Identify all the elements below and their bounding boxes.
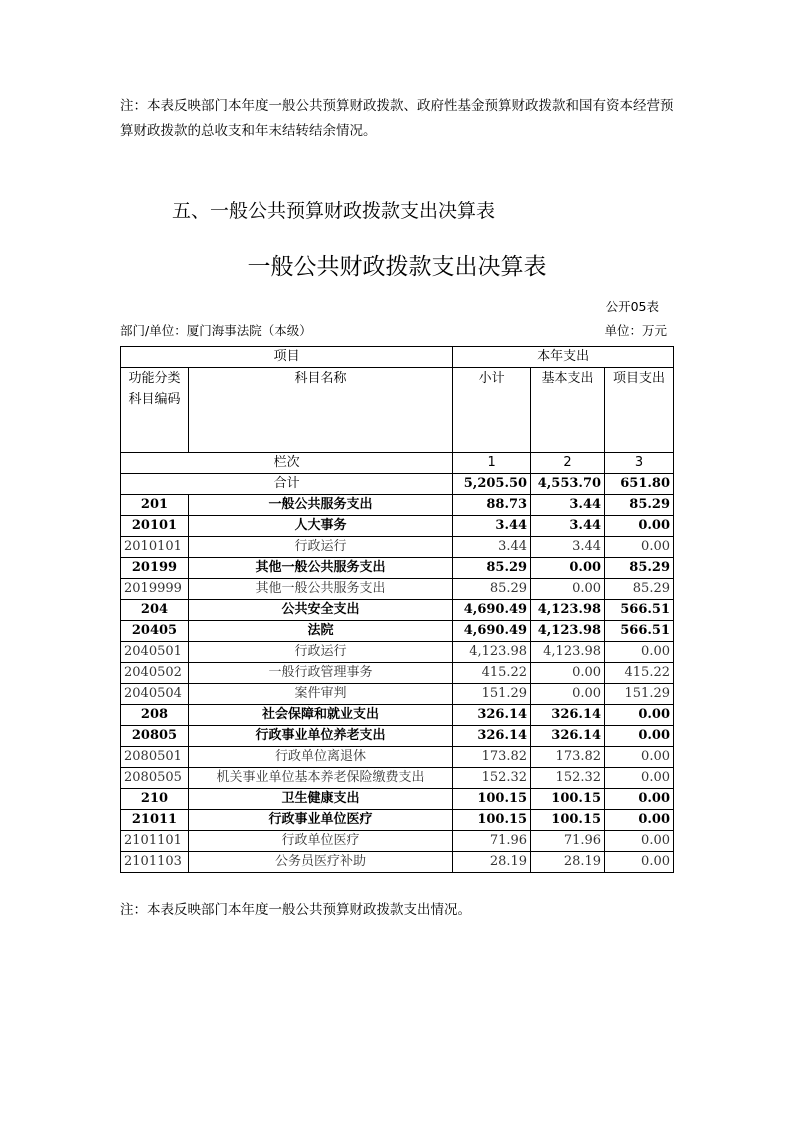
row-code: 2040504 <box>121 684 189 705</box>
row-code: 2080505 <box>121 768 189 789</box>
table-row <box>121 726 674 747</box>
row-name: 一般公共服务支出 <box>188 495 452 516</box>
row-subtotal: 326.14 <box>453 726 531 747</box>
total-row <box>121 474 674 495</box>
table-row <box>121 768 674 789</box>
row-project: 0.00 <box>605 768 674 789</box>
row-subtotal: 4,690.49 <box>453 621 531 642</box>
row-name: 案件审判 <box>188 684 452 705</box>
row-project: 415.22 <box>605 663 674 684</box>
unit-label: 单位：万元 <box>604 323 667 338</box>
row-code: 2101101 <box>121 831 189 852</box>
table-row <box>121 600 674 621</box>
row-subtotal: 88.73 <box>453 495 531 516</box>
row-basic: 0.00 <box>531 663 605 684</box>
row-code: 2019999 <box>121 579 189 600</box>
row-code: 201 <box>121 495 189 516</box>
table-row <box>121 810 674 831</box>
table-row <box>121 684 674 705</box>
table-row <box>121 852 674 873</box>
table-row <box>121 516 674 537</box>
row-code: 208 <box>121 705 189 726</box>
form-code: 公开05表 <box>605 299 659 314</box>
row-subtotal: 4,690.49 <box>453 600 531 621</box>
row-subtotal: 173.82 <box>453 747 531 768</box>
header-current-year: 本年支出 <box>453 347 674 368</box>
row-name: 人大事务 <box>188 516 452 537</box>
row-project: 0.00 <box>605 705 674 726</box>
row-name: 公共安全支出 <box>188 600 452 621</box>
table-row <box>121 579 674 600</box>
row-code: 20405 <box>121 621 189 642</box>
row-basic: 71.96 <box>531 831 605 852</box>
row-name: 行政事业单位医疗 <box>188 810 452 831</box>
row-basic: 326.14 <box>531 726 605 747</box>
row-subtotal: 326.14 <box>453 705 531 726</box>
header-project: 项目 <box>121 347 453 368</box>
row-name: 行政单位离退休 <box>188 747 452 768</box>
row-subtotal: 28.19 <box>453 852 531 873</box>
row-project: 85.29 <box>605 558 674 579</box>
row-project: 0.00 <box>605 537 674 558</box>
row-subtotal: 100.15 <box>453 789 531 810</box>
row-project: 0.00 <box>605 642 674 663</box>
row-code: 2080501 <box>121 747 189 768</box>
row-project: 566.51 <box>605 621 674 642</box>
row-code: 2040502 <box>121 663 189 684</box>
row-project: 0.00 <box>605 810 674 831</box>
header-basic: 基本支出 <box>531 368 605 453</box>
row-code: 21011 <box>121 810 189 831</box>
header-columns-row <box>121 368 674 453</box>
index-label: 栏次 <box>121 453 453 474</box>
row-name: 机关事业单位基本养老保险缴费支出 <box>188 768 452 789</box>
table-row <box>121 621 674 642</box>
row-basic: 100.15 <box>531 789 605 810</box>
row-basic: 4,123.98 <box>531 600 605 621</box>
row-code: 2040501 <box>121 642 189 663</box>
row-subtotal: 415.22 <box>453 663 531 684</box>
table-row <box>121 705 674 726</box>
row-name: 公务员医疗补助 <box>188 852 452 873</box>
row-code: 2101103 <box>121 852 189 873</box>
row-code: 210 <box>121 789 189 810</box>
row-project: 0.00 <box>605 789 674 810</box>
row-code: 20805 <box>121 726 189 747</box>
row-basic: 173.82 <box>531 747 605 768</box>
row-code: 20101 <box>121 516 189 537</box>
total-project: 651.80 <box>605 474 674 495</box>
expenditure-table <box>120 346 674 873</box>
index-col-3: 3 <box>605 453 674 474</box>
row-name: 行政单位医疗 <box>188 831 452 852</box>
row-code: 204 <box>121 600 189 621</box>
total-basic: 4,553.70 <box>531 474 605 495</box>
row-subtotal: 3.44 <box>453 516 531 537</box>
row-project: 0.00 <box>605 852 674 873</box>
row-subtotal: 4,123.98 <box>453 642 531 663</box>
table-row <box>121 495 674 516</box>
row-code: 2010101 <box>121 537 189 558</box>
row-project: 0.00 <box>605 726 674 747</box>
department-label: 部门/单位：厦门海事法院（本级） <box>120 323 312 338</box>
header-row <box>121 347 674 368</box>
row-subtotal: 85.29 <box>453 579 531 600</box>
row-name: 一般行政管理事务 <box>188 663 452 684</box>
row-name: 社会保障和就业支出 <box>188 705 452 726</box>
row-basic: 0.00 <box>531 579 605 600</box>
row-basic: 326.14 <box>531 705 605 726</box>
row-basic: 0.00 <box>531 684 605 705</box>
row-basic: 28.19 <box>531 852 605 873</box>
row-subtotal: 71.96 <box>453 831 531 852</box>
total-label: 合计 <box>121 474 453 495</box>
row-subtotal: 152.32 <box>453 768 531 789</box>
row-subtotal: 151.29 <box>453 684 531 705</box>
section-heading: 五、一般公共预算财政拨款支出决算表 <box>172 200 496 222</box>
header-project-expenditure: 项目支出 <box>605 368 674 453</box>
index-col-1: 1 <box>453 453 531 474</box>
table-row <box>121 642 674 663</box>
row-project: 85.29 <box>605 495 674 516</box>
row-project: 0.00 <box>605 831 674 852</box>
row-project: 151.29 <box>605 684 674 705</box>
row-name: 行政事业单位养老支出 <box>188 726 452 747</box>
row-basic: 100.15 <box>531 810 605 831</box>
table-title: 一般公共财政拨款支出决算表 <box>247 254 547 280</box>
row-code: 20199 <box>121 558 189 579</box>
row-subtotal: 3.44 <box>453 537 531 558</box>
table-row <box>121 537 674 558</box>
row-name: 其他一般公共服务支出 <box>188 579 452 600</box>
row-basic: 3.44 <box>531 516 605 537</box>
row-subtotal: 100.15 <box>453 810 531 831</box>
table-row <box>121 831 674 852</box>
row-project: 0.00 <box>605 516 674 537</box>
row-basic: 4,123.98 <box>531 642 605 663</box>
row-subtotal: 85.29 <box>453 558 531 579</box>
row-basic: 0.00 <box>531 558 605 579</box>
row-name: 法院 <box>188 621 452 642</box>
row-project: 0.00 <box>605 747 674 768</box>
row-basic: 4,123.98 <box>531 621 605 642</box>
top-note: 注：本表反映部门本年度一般公共预算财政拨款、政府性基金预算财政拨款和国有资本经营预算财政拨款的总收支和年末结转结余情况。 <box>120 98 674 139</box>
row-project: 85.29 <box>605 579 674 600</box>
index-col-2: 2 <box>531 453 605 474</box>
row-name: 卫生健康支出 <box>188 789 452 810</box>
table-row <box>121 789 674 810</box>
header-func-code: 功能分类科目编码 <box>121 368 189 453</box>
index-row <box>121 453 674 474</box>
row-name: 行政运行 <box>188 537 452 558</box>
row-name: 其他一般公共服务支出 <box>188 558 452 579</box>
total-subtotal: 5,205.50 <box>453 474 531 495</box>
table-row <box>121 747 674 768</box>
row-name: 行政运行 <box>188 642 452 663</box>
row-basic: 152.32 <box>531 768 605 789</box>
header-subject-name: 科目名称 <box>188 368 452 453</box>
row-basic: 3.44 <box>531 537 605 558</box>
header-subtotal: 小计 <box>453 368 531 453</box>
table-row <box>121 558 674 579</box>
row-project: 566.51 <box>605 600 674 621</box>
table-row <box>121 663 674 684</box>
row-basic: 3.44 <box>531 495 605 516</box>
bottom-note: 注：本表反映部门本年度一般公共预算财政拨款支出情况。 <box>120 902 471 918</box>
